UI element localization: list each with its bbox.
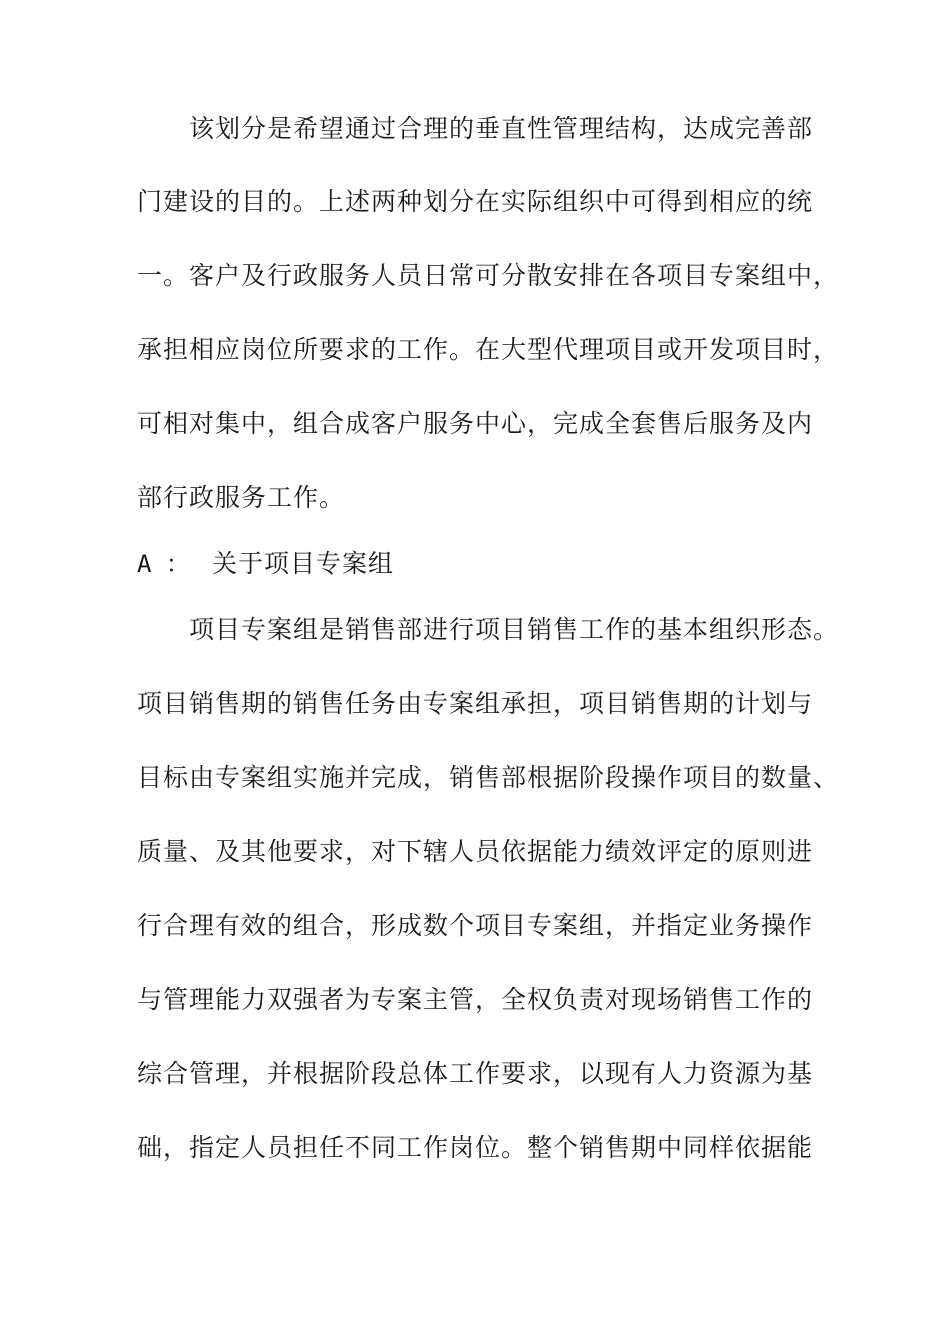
paragraph-1-line-2: 门建设的目的。上述两种划分在实际组织中可得到相应的统 xyxy=(137,187,814,216)
paragraph-1-line-6: 部行政服务工作。 xyxy=(137,483,346,512)
paragraph-2-line-4: 质量、及其他要求，对下辖人员依据能力绩效评定的原则进 xyxy=(137,837,814,866)
section-marker: A ： xyxy=(137,550,190,578)
paragraph-2-line-3: 目标由专案组实施并完成，销售部根据阶段操作项目的数量、 xyxy=(137,763,840,792)
paragraph-2-line-2: 项目销售期的销售任务由专案组承担，项目销售期的计划与 xyxy=(137,689,814,718)
paragraph-2-line-5: 行合理有效的组合，形成数个项目专案组，并指定业务操作 xyxy=(137,911,814,940)
paragraph-2-line-1: 项目专案组是销售部进行项目销售工作的基本组织形态。 xyxy=(189,615,840,644)
paragraph-2-line-6: 与管理能力双强者为专案主管，全权负责对现场销售工作的 xyxy=(137,985,814,1014)
paragraph-1-line-5: 可相对集中，组合成客户服务中心，完成全套售后服务及内 xyxy=(137,409,814,438)
section-title: 关于项目专案组 xyxy=(212,549,395,578)
paragraph-1-line-4: 承担相应岗位所要求的工作。在大型代理项目或开发项目时， xyxy=(137,335,840,364)
paragraph-1-line-3: 一。客户及行政服务人员日常可分散安排在各项目专案组中， xyxy=(137,261,840,290)
paragraph-2-line-7: 综合管理，并根据阶段总体工作要求，以现有人力资源为基 xyxy=(137,1059,814,1088)
paragraph-2-line-8: 础，指定人员担任不同工作岗位。整个销售期中同样依据能 xyxy=(137,1133,814,1162)
paragraph-1-line-1: 该划分是希望通过合理的垂直性管理结构，达成完善部 xyxy=(189,114,814,143)
